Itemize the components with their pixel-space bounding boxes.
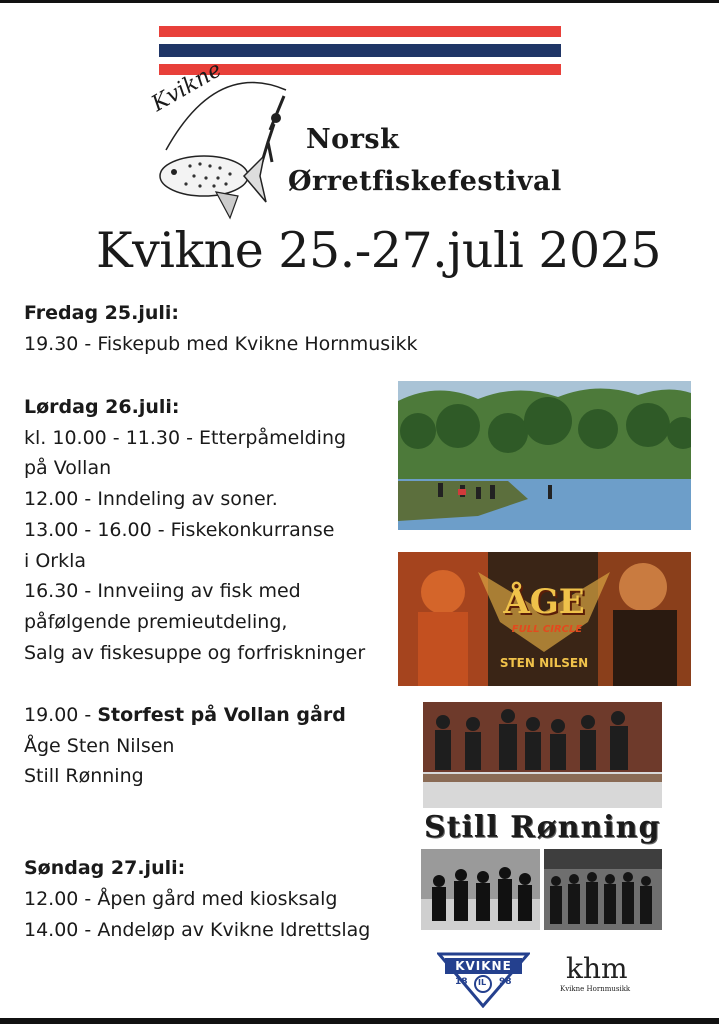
evening-title: Storfest på Vollan gård	[97, 704, 346, 726]
friday-line: 19.30 - Fiskepub med Kvikne Hornmusikk	[24, 333, 418, 355]
kvikne-hornmusikk-logo	[560, 952, 660, 1002]
saturday-line: kl. 10.00 - 11.30 - Etterpåmelding	[24, 427, 347, 449]
headline-dates: Kvikne 25.-27.juli 2025	[96, 222, 662, 279]
performer-name: Still Rønning	[24, 765, 144, 787]
river-photo	[398, 381, 691, 530]
kvikne-badge-il: IL	[478, 978, 487, 987]
saturday-line: på Vollan	[24, 457, 112, 479]
still-ronning-band-photo	[423, 702, 662, 808]
sunday-line: 12.00 - Åpen gård med kiosksalg	[24, 888, 338, 910]
age-sten-nilsen-text: STEN NILSEN	[499, 656, 589, 670]
khm-name-text: Kvikne Hornmusikk	[560, 985, 631, 993]
saturday-line: 16.30 - Innveiing av fisk med	[24, 580, 301, 602]
evening-event	[24, 704, 346, 726]
kvikne-badge-year-right: 98	[499, 977, 512, 987]
logo-kvikne-text: Kvikne	[147, 57, 227, 117]
saturday-line: i Orkla	[24, 550, 87, 572]
age-logo-text: ÅGE	[503, 582, 585, 622]
evening-time: 19.00 -	[24, 704, 98, 726]
saturday-line: påfølgende premieutdeling,	[24, 611, 288, 633]
festival-title-line1: Norsk	[306, 124, 400, 155]
saturday-line: 12.00 - Inndeling av soner.	[24, 488, 278, 510]
festival-title-line2: Ørretfiskefestival	[288, 166, 562, 197]
saturday-line: 13.00 - 16.00 - Fiskekonkurranse	[24, 519, 335, 541]
sunday-line: 14.00 - Andeløp av Kvikne Idrettslag	[24, 919, 371, 941]
kvikne-badge-year-left: 18	[455, 977, 468, 987]
kvikne-badge-text: KVIKNE	[455, 959, 512, 973]
khm-logo-text: khm	[566, 952, 628, 985]
friday-heading: Fredag 25.juli:	[24, 302, 179, 324]
saturday-heading: Lørdag 26.juli:	[24, 396, 180, 418]
age-sten-nilsen-poster	[398, 552, 691, 686]
performer-name: Åge Sten Nilsen	[24, 735, 175, 757]
sunday-heading: Søndag 27.juli:	[24, 857, 186, 879]
kvikne-il-badge	[437, 948, 530, 1008]
saturday-line: Salg av fiskesuppe og forfriskninger	[24, 642, 366, 664]
age-full-circle-text: FULL CIRCLE	[511, 624, 583, 635]
bottom-border	[0, 1018, 719, 1024]
band-photo-bw-2	[544, 849, 662, 930]
top-border	[0, 0, 719, 3]
band-photo-bw-1	[421, 849, 540, 930]
still-ronning-logo-text: Still Rønning	[424, 810, 661, 845]
